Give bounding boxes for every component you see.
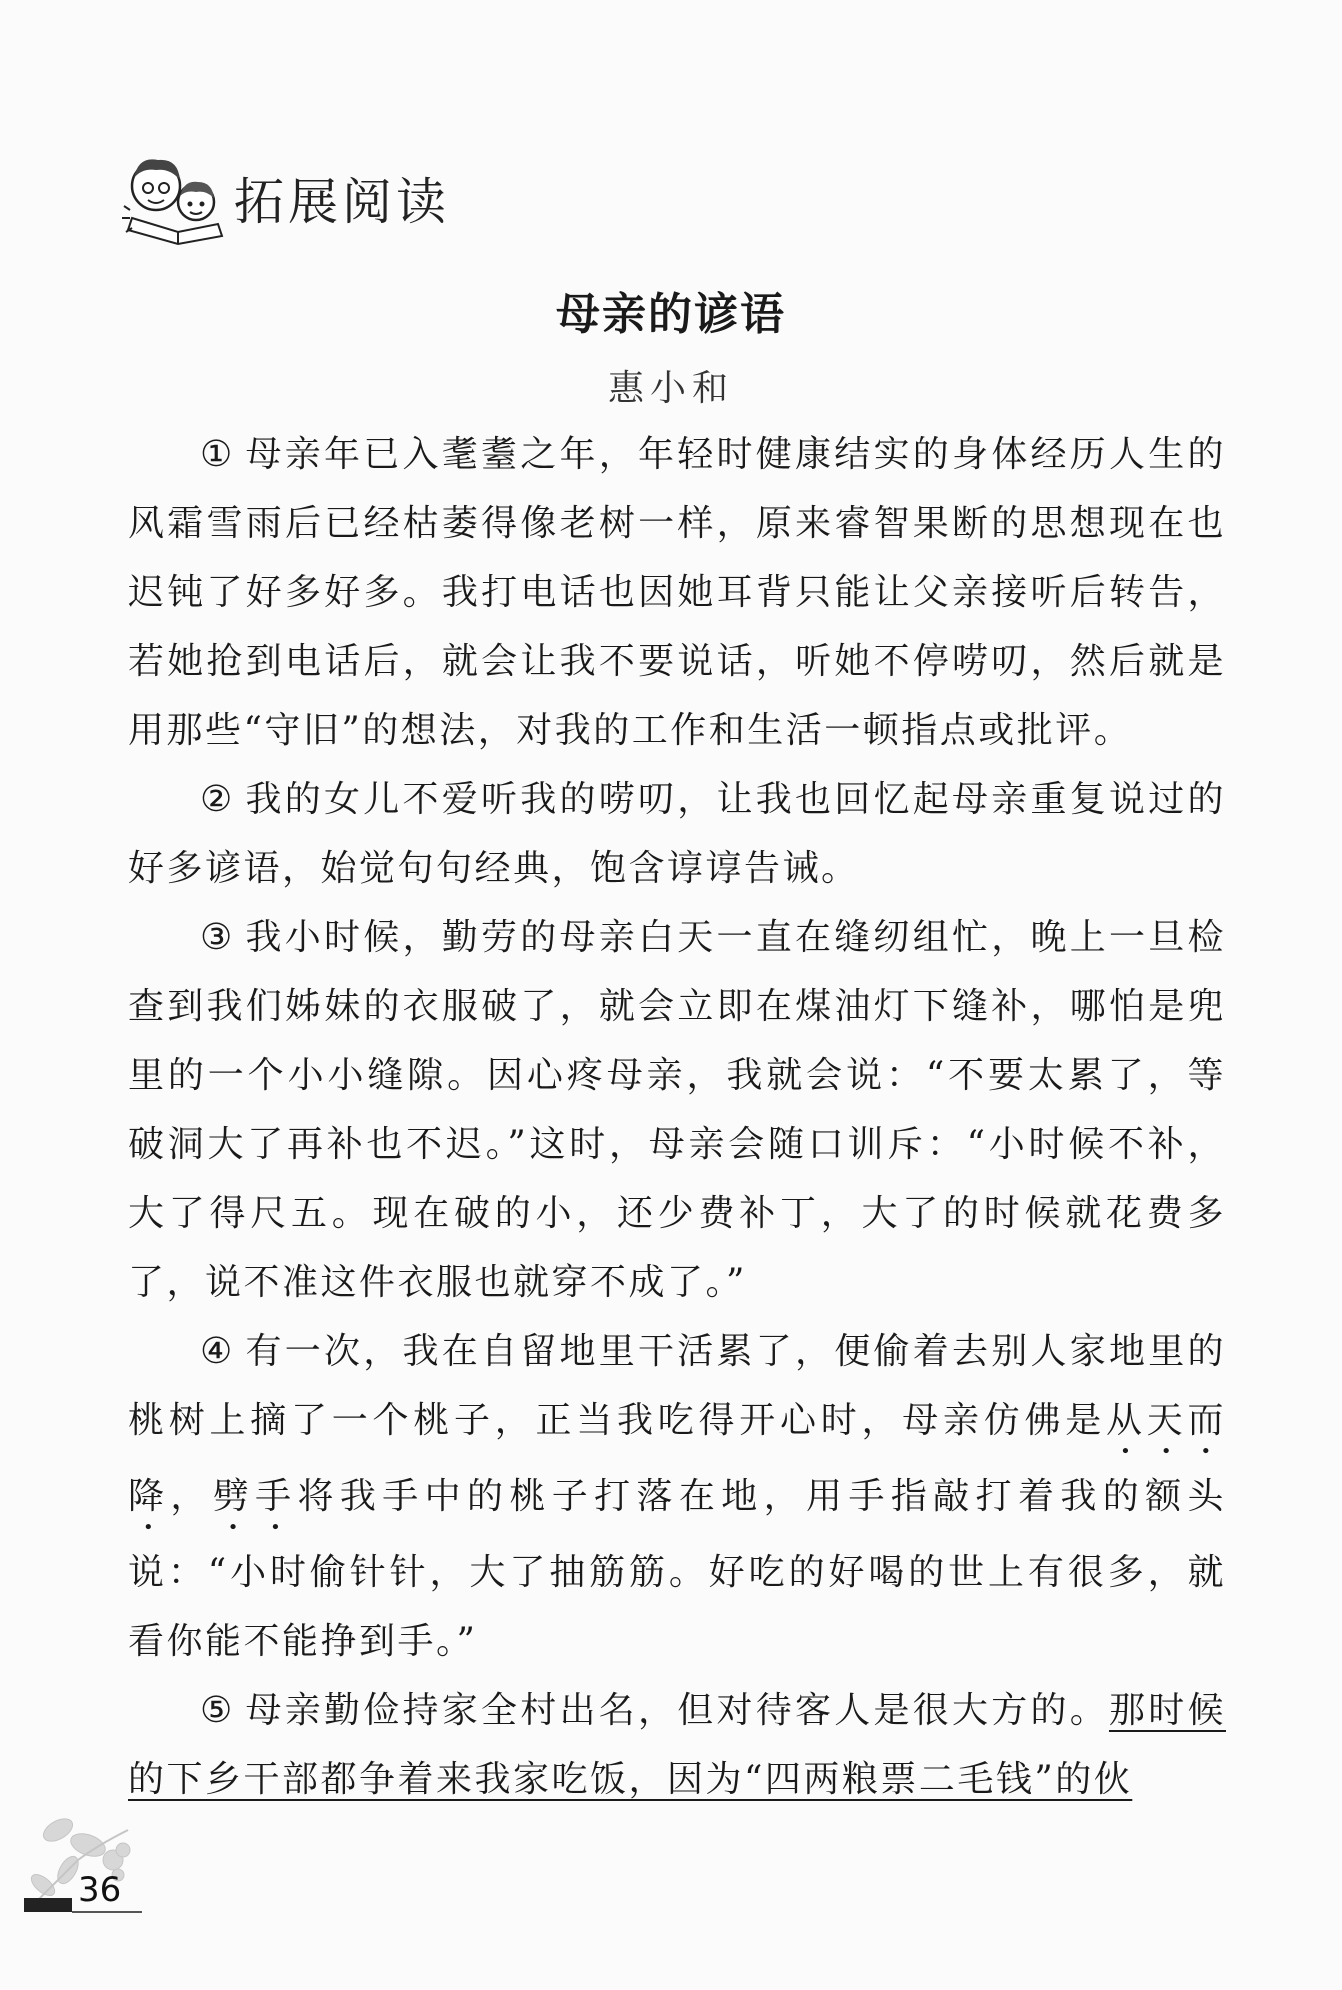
page-number: 36 (78, 1870, 122, 1910)
section-title: 拓展阅读 (234, 173, 450, 231)
paragraph-text: 我的女儿不爱听我的唠叨，让我也回忆起母亲重复说过的好多谚语，始觉句句经典，饱含谆谆告诫。 (128, 779, 1226, 889)
emphasis-dotted-text: 从天而降，劈手 (128, 1400, 1226, 1517)
article-title: 母亲的谚语 (556, 289, 786, 340)
paragraph-1 (128, 420, 1226, 765)
page-number-bar (24, 1898, 72, 1912)
paragraph-2 (128, 765, 1226, 903)
paragraph-text: 我小时候，勤劳的母亲白天一直在缝纫组忙，晚上一旦检查到我们姊妹的衣服破了，就会立即在煤油灯下缝补，哪怕是兜里的一个小小缝隙。因心疼母亲，我就会说：“不要太累了，等破洞大了再补也不迟。”这时，母亲会随口训斥：“小时候不补，大了得尺五。现在破的小，还少费补丁，大了的时候就花费多了，说不准这件衣服也就穿不成了。” (128, 917, 1226, 1303)
paragraph-number: ⑤ (200, 1690, 236, 1731)
article-body (128, 420, 1226, 1814)
page-number-rule (72, 1911, 142, 1913)
paragraph-3 (128, 903, 1226, 1317)
section-header (118, 148, 450, 248)
paragraph-number: ④ (200, 1331, 236, 1372)
paragraph-text: 将我手中的桃子打落在地，用手指敲打着我的额头说：“小时偷针针，大了抽筋筋。好吃的好喝的世上有很多，就看你能不能挣到手。” (128, 1476, 1226, 1662)
paragraph-text: 有一次，我在自留地里干活累了，便偷着去别人家地里的桃树上摘了一个桃子，正当我吃得开心时，母亲仿佛是 (128, 1331, 1226, 1441)
reading-kids-icon (118, 148, 228, 248)
paragraph-number: ③ (200, 917, 236, 958)
paragraph-number: ② (200, 779, 236, 820)
article-author: 惠小和 (607, 368, 734, 409)
paragraph-text: 母亲勤俭持家全村出名，但对待客人是很大方的。 (245, 1690, 1109, 1731)
paragraph-5 (128, 1676, 1226, 1814)
underlined-text: 那时候的下乡干部都争着来我家吃饭，因为“四两粮票二毛钱”的伙 (128, 1690, 1226, 1800)
paragraph-4 (128, 1317, 1226, 1676)
paragraph-number: ① (200, 434, 236, 475)
paragraph-text: 母亲年已入耄耋之年，年轻时健康结实的身体经历人生的风霜雪雨后已经枯萎得像老树一样，原来睿智果断的思想现在也迟钝了好多好多。我打电话也因她耳背只能让父亲接听后转告，若她抢到电话后，就会让我不要说话，听她不停唠叨，然后就是用那些“守旧”的想法，对我的工作和生活一顿指点或批评。 (128, 434, 1226, 751)
